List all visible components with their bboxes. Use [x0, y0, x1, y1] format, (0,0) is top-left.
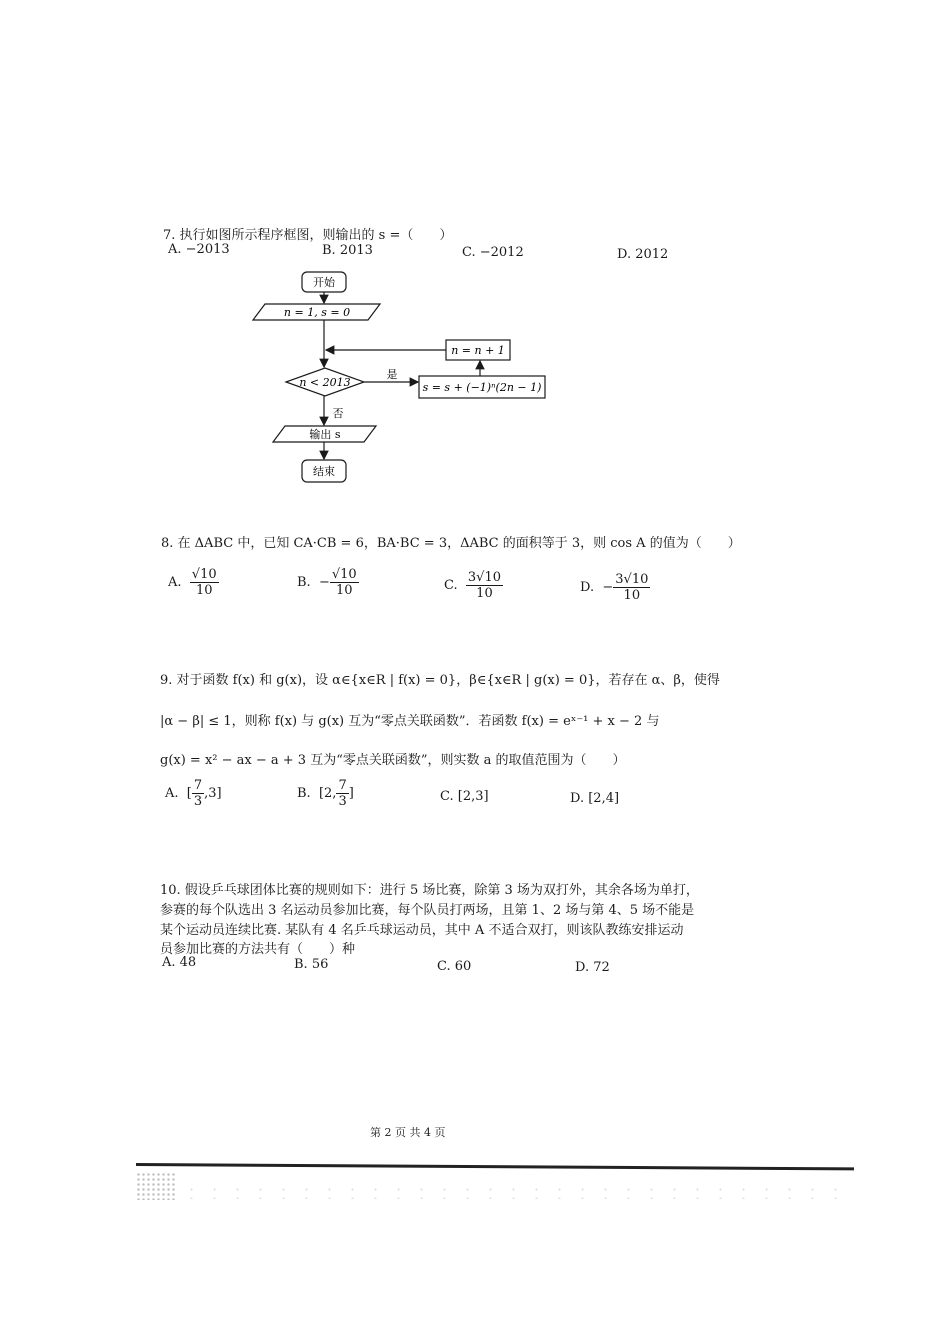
flow-yes-label: 是 [386, 368, 398, 381]
q9-option-b-open: [2, [318, 786, 337, 801]
q7-option-c: C. −2012 [462, 245, 524, 260]
q10-option-a: A. 48 [162, 955, 197, 970]
q9-option-a-fraction [192, 778, 204, 809]
q8-option-c-num: 3√10 [467, 570, 501, 585]
flow-increment-label: n = n + 1 [451, 344, 505, 357]
q10-option-b: B. 56 [294, 957, 329, 972]
q8-option-d-den: 10 [623, 588, 641, 603]
scan-noise-speckles [180, 1185, 850, 1199]
q10-line-1: 10. 假设乒乓球团体比赛的规则如下：进行 5 场比赛，除第 3 场为双打外，其余各场为单打， [160, 883, 699, 898]
q9-option-a [165, 778, 222, 809]
q7-option-b: B. 2013 [322, 243, 373, 258]
q7-stem: 7. 执行如图所示程序框图，则输出的 s =（ ） [163, 228, 453, 243]
flow-end-label: 结束 [313, 465, 335, 478]
q9-line-3: g(x) = x² − ax − a + 3 互为“零点关联函数”，则实数 a 的取值范围为（ ） [160, 753, 626, 768]
q8-option-a-fraction [190, 567, 219, 598]
q8-stem: 8. 在 ΔABC 中，已知 CA·CB = 6，BA·BC = 3，ΔABC 的面积等于 3，则 cos A 的值为（ ） [161, 536, 741, 551]
q8-option-b-fraction [330, 567, 359, 598]
q8-option-a-num: √10 [191, 567, 217, 582]
q8-option-a-letter: A. [168, 575, 182, 590]
q8-option-a-den: 10 [195, 583, 213, 598]
flow-init-label: n = 1, s = 0 [283, 306, 351, 319]
q8-option-b [297, 567, 359, 598]
q8-option-c [444, 570, 503, 601]
q9-option-b-close: ] [348, 786, 354, 801]
q10-line-2: 参赛的每个队选出 3 名运动员参加比赛，每个队员打两场，且第 1、2 场与第 4、5 场不能是 [160, 903, 695, 918]
q9-option-d: D. [2,4] [570, 791, 620, 806]
q9-option-a-den: 3 [193, 794, 203, 809]
q8-option-b-num: √10 [331, 567, 357, 582]
page-number: 第 2 页 共 4 页 [370, 1126, 446, 1139]
q8-option-c-fraction [466, 570, 503, 601]
flow-no-label: 否 [332, 407, 344, 420]
q7-flowchart [240, 268, 560, 490]
q8-option-b-den: 10 [336, 583, 353, 598]
q8-option-d [580, 572, 650, 603]
flow-condition-label: n < 2013 [299, 376, 351, 389]
q10-line-3: 某个运动员连续比赛. 某队有 4 名乒乓球运动员，其中 A 不适合双打，则该队教练安排运动 [160, 923, 684, 938]
q9-option-a-num: 7 [193, 778, 203, 793]
q8-option-c-den: 10 [476, 586, 493, 601]
q8-option-d-sign: − [602, 580, 614, 595]
flow-start-label: 开始 [313, 276, 335, 289]
q9-option-b-den: 3 [338, 794, 347, 809]
flow-output-label: 输出 s [309, 428, 341, 441]
q9-option-a-close: ,3] [204, 786, 222, 801]
q9-option-b-letter: B. [297, 786, 311, 801]
q8-option-a [168, 567, 219, 598]
scan-edge-line [136, 1163, 854, 1170]
q9-line-1: 9. 对于函数 f(x) 和 g(x)，设 α∈{x∈R | f(x) = 0}，β∈{x∈R | g(x) = 0}，若存在 α、β，使得 [160, 673, 720, 688]
q10-option-c: C. 60 [437, 959, 472, 974]
q8-option-d-letter: D. [580, 580, 595, 595]
q9-line-2: |α − β| ≤ 1，则称 f(x) 与 g(x) 互为“零点关联函数”．若函数 f(x) = eˣ⁻¹ + x − 2 与 [160, 714, 660, 729]
q8-option-c-letter: C. [444, 578, 458, 593]
q7-option-a: A. −2013 [168, 242, 230, 257]
scan-noise-smudge [136, 1172, 176, 1200]
q9-option-b-fraction [336, 778, 348, 809]
q9-option-a-open: [ [186, 786, 192, 801]
q8-option-b-letter: B. [297, 575, 311, 590]
q8-option-d-fraction [613, 572, 650, 603]
q9-option-c: C. [2,3] [440, 789, 489, 804]
q9-option-b-num: 7 [338, 778, 347, 793]
q8-option-d-num: 3√10 [615, 572, 649, 587]
q10-line-4: 员参加比赛的方法共有（ ）种 [160, 942, 356, 957]
q9-option-a-letter: A. [165, 786, 179, 801]
q7-option-d: D. 2012 [617, 247, 669, 262]
q10-option-d: D. 72 [575, 960, 610, 975]
q9-option-b [297, 778, 354, 809]
flow-update-label: s = s + (−1)ⁿ(2n − 1) [422, 381, 542, 394]
q8-option-b-sign: − [318, 575, 330, 590]
